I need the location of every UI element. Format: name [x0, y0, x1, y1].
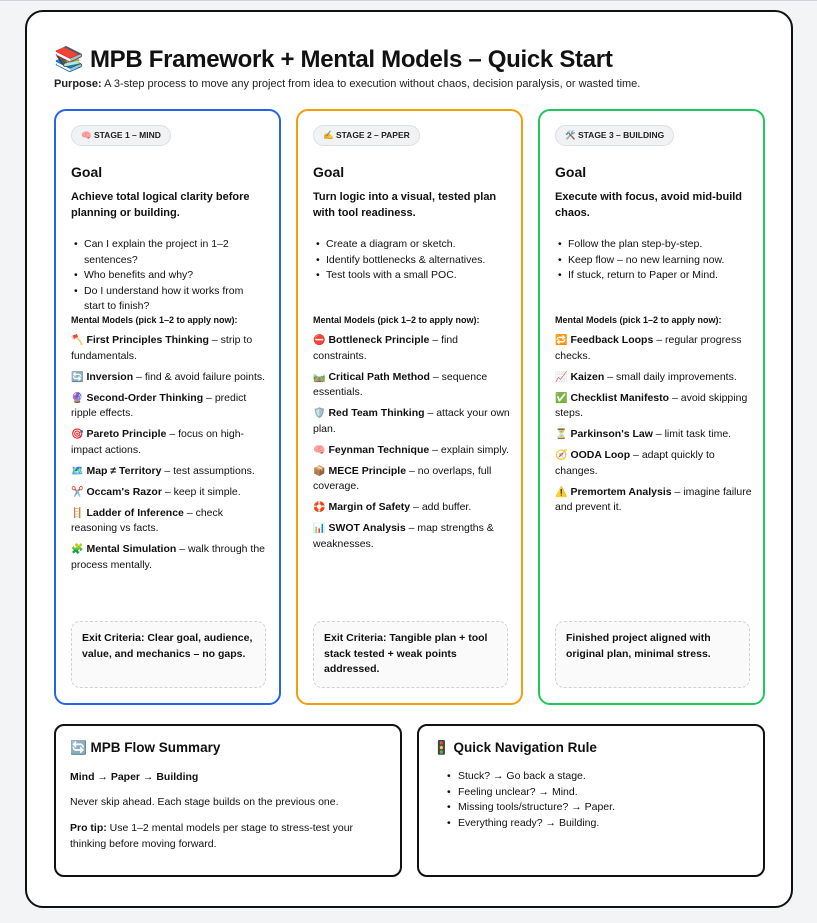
- model-name: Parkinson's Law: [570, 428, 653, 440]
- model-name: Checklist Manifesto: [570, 391, 670, 404]
- model-name: Occam's Razor: [86, 485, 162, 498]
- ladder-icon: 🪜: [71, 507, 84, 519]
- flow-summary-box: [54, 724, 402, 877]
- scissors-icon: ✂️: [71, 486, 84, 498]
- purpose-text: A 3-step process to move any project from idea to execution without chaos, decision paralysis, or wasted time.: [104, 78, 641, 90]
- goal-heading: Goal: [555, 164, 587, 180]
- model-desc: – predict ripple effects.: [71, 391, 247, 419]
- ring-buoy-icon: 🛟: [313, 502, 326, 513]
- list-item: • Who benefits and why?: [71, 268, 266, 284]
- model-name: Map ≠ Territory: [86, 464, 162, 477]
- axe-icon: 🪓: [71, 335, 84, 346]
- model-name: Mental Simulation: [86, 543, 177, 555]
- mental-model-item: [313, 333, 513, 364]
- mental-models-heading: Mental Models (pick 1–2 to apply now):: [555, 315, 722, 325]
- shield-icon: 🛡️: [313, 408, 326, 419]
- purpose-line: [54, 78, 640, 90]
- model-name: First Principles Thinking: [86, 334, 209, 346]
- mental-models-list: [313, 333, 513, 558]
- exit-criteria: Exit Criteria: Clear goal, audience, value, and mechanics – no gaps.: [71, 621, 266, 688]
- pro-tip-text: Use 1–2 mental models per stage to stress-test your thinking before moving forward.: [70, 822, 354, 850]
- hourglass-icon: ⏳: [555, 429, 568, 440]
- exit-criteria: Finished project aligned with original plan, minimal stress.: [555, 621, 750, 688]
- repeat-icon: 🔁: [555, 335, 568, 346]
- model-desc: – sequence essentials.: [313, 370, 488, 398]
- goal-text: Execute with focus, avoid mid-build chaos.: [555, 191, 743, 219]
- top-border-line: [0, 0, 817, 1]
- goal-text: Turn logic into a visual, tested plan with tool readiness.: [313, 191, 497, 219]
- model-name: MECE Principle: [328, 464, 407, 477]
- model-desc: – map strengths & weaknesses.: [313, 522, 494, 550]
- goal-checklist: [555, 237, 750, 284]
- list-item: • Follow the plan step-by-step.: [555, 237, 750, 253]
- mental-model-item: [313, 406, 513, 437]
- list-item: • Can I explain the project in 1–2 sentences?: [71, 237, 266, 268]
- model-desc: – add buffer.: [410, 501, 472, 513]
- list-item: • Identify bottlenecks & alternatives.: [313, 253, 508, 269]
- mental-model-item: [555, 333, 755, 364]
- no-entry-icon: ⛔: [313, 335, 326, 346]
- model-desc: – small daily improvements.: [604, 370, 737, 383]
- warning-icon: ⚠️: [555, 486, 568, 498]
- model-desc: – limit task time.: [652, 428, 732, 440]
- mental-model-item: [71, 391, 271, 422]
- model-desc: – find constraints.: [313, 334, 459, 362]
- model-name: Critical Path Method: [328, 370, 430, 383]
- list-item: • Stuck? → Go back a stage.: [445, 769, 615, 785]
- mental-model-item: [555, 370, 755, 386]
- mental-model-item: [313, 443, 513, 459]
- list-item: • Create a diagram or sketch.: [313, 237, 508, 253]
- goal-checklist: [71, 237, 266, 315]
- mental-models-heading: Mental Models (pick 1–2 to apply now):: [71, 315, 238, 325]
- mental-model-item: [555, 448, 755, 479]
- mental-model-item: [71, 542, 271, 573]
- list-item: • Everything ready? → Building.: [445, 816, 615, 832]
- model-desc: – test assumptions.: [161, 464, 255, 477]
- model-desc: – walk through the process mentally.: [71, 543, 266, 571]
- model-desc: – avoid skipping steps.: [555, 391, 748, 419]
- mental-model-item: [71, 427, 271, 458]
- navigation-heading: 🚦 Quick Navigation Rule: [433, 740, 597, 755]
- mental-model-item: [71, 464, 271, 480]
- model-name: Feynman Technique: [328, 443, 430, 456]
- model-name: SWOT Analysis: [328, 522, 406, 534]
- mental-model-item: [71, 333, 271, 364]
- navigation-rule-box: [417, 724, 765, 877]
- model-name: Red Team Thinking: [328, 407, 425, 419]
- list-item: • Test tools with a small POC.: [313, 268, 508, 284]
- stage-building-column: [538, 109, 765, 705]
- model-name: Inversion: [86, 370, 134, 383]
- mental-models-list: [555, 333, 755, 521]
- stage-badge: ✍️ STAGE 2 – PAPER: [313, 125, 420, 146]
- mental-model-item: [71, 485, 271, 501]
- target-icon: 🎯: [71, 429, 84, 440]
- page-title: 📚 MPB Framework + Mental Models – Quick Start: [54, 46, 613, 73]
- model-desc: – adapt quickly to changes.: [555, 449, 715, 477]
- stage-paper-column: [296, 109, 523, 705]
- mental-model-item: [555, 391, 755, 422]
- model-name: Second-Order Thinking: [86, 391, 204, 404]
- navigation-list: [445, 769, 615, 831]
- model-name: Bottleneck Principle: [328, 334, 430, 346]
- crystal-ball-icon: 🔮: [71, 392, 84, 404]
- model-desc: – explain simply.: [429, 443, 509, 456]
- mental-model-item: [313, 464, 513, 495]
- model-name: Margin of Safety: [328, 501, 411, 513]
- model-name: Kaizen: [570, 370, 605, 383]
- mental-model-item: [555, 427, 755, 443]
- model-desc: – focus on high-impact actions.: [71, 428, 245, 456]
- mental-model-item: [71, 506, 271, 537]
- model-name: Pareto Principle: [86, 428, 167, 440]
- mental-model-item: [555, 485, 755, 516]
- model-desc: – find & avoid failure points.: [133, 370, 266, 383]
- flow-summary-text: Never skip ahead. Each stage builds on the previous one.: [70, 796, 339, 808]
- model-desc: – keep it simple.: [161, 485, 241, 498]
- model-name: Ladder of Inference: [86, 506, 184, 519]
- trend-up-icon: 📈: [555, 371, 568, 383]
- flow-sequence: Mind → Paper → Building: [70, 771, 199, 783]
- list-item: • Keep flow – no new learning now.: [555, 253, 750, 269]
- model-desc: – strip to fundamentals.: [71, 334, 253, 362]
- stage-badge: 🛠️ STAGE 3 – BUILDING: [555, 125, 674, 146]
- list-item: • Missing tools/structure? → Paper.: [445, 800, 615, 816]
- flow-summary-heading: 🔄 MPB Flow Summary: [70, 740, 221, 755]
- puzzle-icon: 🧩: [71, 544, 84, 555]
- quick-start-card: [25, 10, 793, 908]
- mental-models-heading: Mental Models (pick 1–2 to apply now):: [313, 315, 480, 325]
- goal-checklist: [313, 237, 508, 284]
- inversion-icon: 🔄: [71, 371, 84, 383]
- model-name: OODA Loop: [570, 449, 631, 461]
- model-desc: – no overlaps, full coverage.: [313, 464, 492, 492]
- list-item: • Do I understand how it works from start to finish?: [71, 284, 266, 315]
- mental-model-item: [313, 500, 513, 516]
- mental-models-list: [71, 333, 271, 579]
- goal-heading: Goal: [313, 164, 345, 180]
- model-desc: – regular progress checks.: [555, 334, 742, 362]
- mental-model-item: [71, 370, 271, 386]
- pro-tip-label: Pro tip:: [70, 822, 107, 834]
- package-icon: 📦: [313, 465, 326, 477]
- goal-heading: Goal: [71, 164, 103, 180]
- stage-badge: 🧠 STAGE 1 – MIND: [71, 125, 171, 146]
- model-desc: – imagine failure and prevent it.: [555, 485, 752, 513]
- mental-model-item: [313, 521, 513, 552]
- model-desc: – attack your own plan.: [313, 407, 510, 435]
- brain-icon: 🧠: [313, 444, 326, 456]
- exit-criteria: Exit Criteria: Tangible plan + tool stack tested + weak points addressed.: [313, 621, 508, 688]
- compass-icon: 🧭: [555, 450, 568, 461]
- pro-tip: [70, 821, 390, 852]
- check-mark-icon: ✅: [555, 392, 568, 404]
- railway-track-icon: 🛤️: [313, 371, 326, 383]
- mental-model-item: [313, 370, 513, 401]
- model-name: Premortem Analysis: [570, 485, 672, 498]
- model-desc: – check reasoning vs facts.: [71, 506, 224, 534]
- stage-mind-column: [54, 109, 281, 705]
- list-item: • If stuck, return to Paper or Mind.: [555, 268, 750, 284]
- purpose-label: Purpose:: [54, 78, 102, 90]
- list-item: • Feeling unclear? → Mind.: [445, 785, 615, 801]
- map-icon: 🗺️: [71, 465, 84, 477]
- goal-text: Achieve total logical clarity before planning or building.: [71, 191, 250, 219]
- model-name: Feedback Loops: [570, 334, 654, 346]
- bar-chart-icon: 📊: [313, 523, 326, 534]
